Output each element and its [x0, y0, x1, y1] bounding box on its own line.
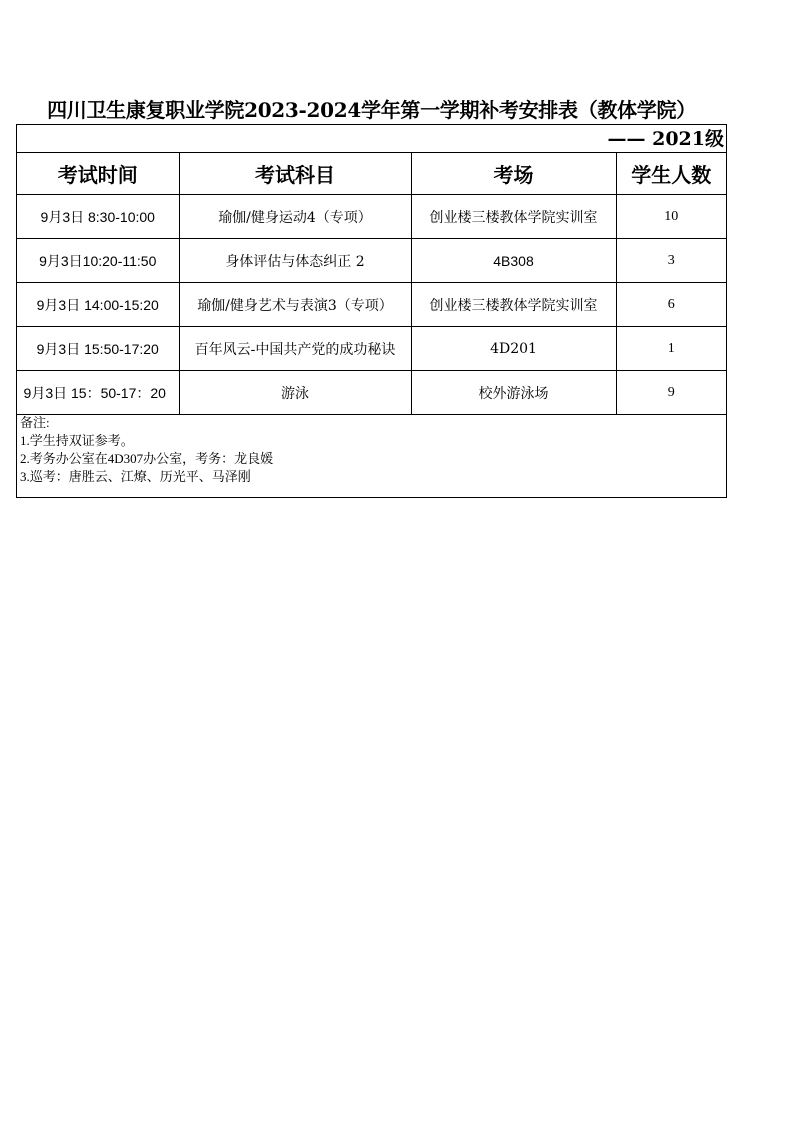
- cell-exam-room: 创业楼三楼教体学院实训室: [411, 283, 616, 327]
- table-row: [17, 371, 726, 415]
- cell-exam-subject: 百年风云-中国共产党的成功秘诀: [179, 327, 411, 371]
- cell-student-count: 6: [616, 283, 726, 327]
- grade-label: —— 2021级: [17, 125, 726, 153]
- exam-schedule-sheet: [16, 124, 727, 498]
- table-row: [17, 239, 726, 283]
- cell-student-count: 3: [616, 239, 726, 283]
- notes-heading: 备注:: [20, 415, 50, 430]
- cell-exam-time-text: 9月3日 15：50-17：20: [23, 384, 166, 401]
- exam-schedule-table: [17, 153, 726, 415]
- cell-exam-subject: 瑜伽/健身艺术与表演3（专项）: [179, 283, 411, 327]
- header-exam-room: 考场: [411, 153, 616, 195]
- cell-exam-time: 9月3日 15:50-17:20: [17, 327, 179, 371]
- note-item: 2.考务办公室在4D307办公室，考务：龙良媛: [20, 451, 274, 466]
- cell-exam-subject: 瑜伽/健身运动4（专项）: [179, 195, 411, 239]
- note-item: 1.学生持双证参考。: [20, 433, 134, 448]
- cell-exam-room: 创业楼三楼教体学院实训室: [411, 195, 616, 239]
- header-student-count: 学生人数: [616, 153, 726, 195]
- cell-exam-subject: 身体评估与体态纠正 2: [179, 239, 411, 283]
- cell-student-count: 1: [616, 327, 726, 371]
- cell-exam-time: 9月3日 8:30-10:00: [17, 195, 179, 239]
- table-header-row: [17, 153, 726, 195]
- table-row: [17, 283, 726, 327]
- table-row: [17, 195, 726, 239]
- header-exam-subject: 考试科目: [179, 153, 411, 195]
- cell-exam-room: 4B308: [411, 239, 616, 283]
- note-item: 3.巡考：唐胜云、江燎、历光平、马泽刚: [20, 469, 251, 484]
- table-row: [17, 327, 726, 371]
- notes-section: [17, 414, 726, 486]
- cell-exam-time: [17, 371, 179, 415]
- cell-student-count: 9: [616, 371, 726, 415]
- page-title: 四川卫生康复职业学院2023-2024学年第一学期补考安排表（教体学院）: [47, 98, 696, 122]
- cell-exam-room: 校外游泳场: [411, 371, 616, 415]
- cell-student-count: 10: [616, 195, 726, 239]
- cell-exam-subject: 游泳: [179, 371, 411, 415]
- cell-exam-time: 9月3日10:20-11:50: [17, 239, 179, 283]
- cell-exam-time: 9月3日 14:00-15:20: [17, 283, 179, 327]
- header-exam-time: 考试时间: [17, 153, 179, 195]
- cell-exam-room: 4D201: [411, 327, 616, 371]
